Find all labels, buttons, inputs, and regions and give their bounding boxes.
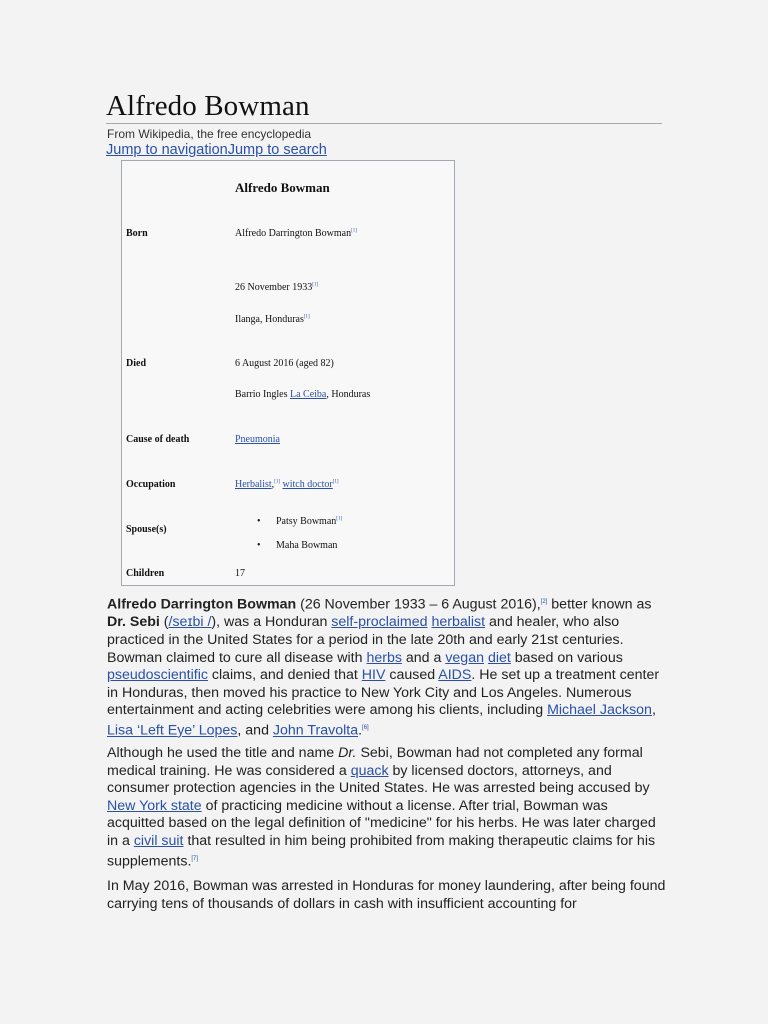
ref-6[interactable]: [6] (362, 724, 369, 731)
occupation-label: Occupation (126, 479, 176, 490)
infobox-title: Alfredo Bowman (235, 180, 330, 195)
diet-link[interactable]: diet (487, 649, 511, 666)
died-place-pre: Barrio Ingles (235, 389, 290, 400)
p1-text-4: ), was a Honduran (211, 614, 332, 631)
paragraph-training (107, 745, 667, 871)
occupation-value (235, 479, 339, 490)
subject-alias: Dr. Sebi (107, 614, 160, 631)
children-value: 17 (235, 568, 245, 579)
born-date-text: 26 November 1933 (235, 282, 313, 293)
died-label: Died (126, 358, 146, 369)
quack-link[interactable]: quack (350, 762, 389, 779)
p1-text-14: , and (237, 722, 273, 739)
born-label: Born (126, 228, 148, 239)
witch-doctor-link[interactable]: witch doctor (282, 479, 333, 490)
lisa-lopes-link[interactable]: Lisa ‘Left Eye’ Lopes (107, 722, 238, 739)
born-place-text: Ilanga, Honduras (235, 314, 304, 325)
occupation-sep: , (271, 479, 275, 490)
born-name (235, 228, 357, 239)
pseudoscientific-link[interactable]: pseudoscientific (107, 667, 208, 684)
spouse-bullet-1: • (257, 516, 261, 527)
died-place-post: , Honduras (326, 389, 371, 400)
p1-text-13: , (651, 702, 656, 719)
jump-to-search-link[interactable]: Jump to search (227, 142, 327, 158)
p1-text-7: and a (401, 649, 446, 666)
jump-to-navigation-link[interactable]: Jump to navigation (106, 142, 228, 158)
p2-italic: Dr. (338, 745, 357, 761)
p1-text-11: caused (385, 667, 439, 684)
spouse-1-text: Patsy Bowman (276, 516, 337, 527)
michael-jackson-link[interactable]: Michael Jackson (547, 702, 652, 719)
spouse-bullet-2: • (257, 540, 261, 551)
jump-links (106, 142, 327, 158)
born-name-ref[interactable]: [1] (351, 228, 357, 234)
paragraph-intro (107, 594, 667, 740)
spouse-2: Maha Bowman (276, 540, 338, 551)
pneumonia-link[interactable]: Pneumonia (235, 434, 280, 445)
cause-of-death-label: Cause of death (126, 434, 190, 445)
p2-text-4: of practicing medicine without a license. After trial, Bowman was acquitted based on the legal definition of "medicine" for his herbs. He was later charged in a (107, 797, 656, 849)
herbalist-link[interactable]: Herbalist (235, 479, 272, 490)
infobox (121, 160, 455, 586)
aids-link[interactable]: AIDS (438, 667, 472, 684)
p1-text-12: . He set up a treatment center in Honduras, then moved his practice to New York City and Los Angeles. Numerous entertainment and acting celebrities were among his clients, including (107, 667, 660, 719)
children-label: Children (126, 568, 165, 579)
p1-text-9: based on various (510, 649, 623, 666)
born-place (235, 314, 310, 325)
john-travolta-link[interactable]: John Travolta (272, 722, 359, 739)
p1-text-1: (26 November 1933 – 6 August 2016), (296, 596, 541, 613)
new-york-state-link[interactable]: New York state (107, 797, 202, 814)
paragraph-arrest (107, 878, 667, 913)
vegan-link[interactable]: vegan (445, 649, 484, 666)
hiv-link[interactable]: HIV (361, 667, 386, 684)
born-place-ref[interactable]: [1] (303, 314, 310, 320)
spouse-1 (276, 516, 342, 527)
cause-of-death-value (235, 434, 280, 445)
p3-text: In May 2016, Bowman was arrested in Honduras for money laundering, after being found carrying tens of thousands of dollars in cash with insufficient accounting for (107, 878, 666, 912)
title-divider (106, 123, 662, 124)
p2-text-1: Although he used the title and name (107, 745, 339, 761)
died-date: 6 August 2016 (aged 82) (235, 358, 334, 369)
p1-text-2: better known as (547, 596, 652, 613)
pronunciation-link[interactable]: /seɪbi / (168, 614, 212, 631)
herbs-link[interactable]: herbs (366, 649, 402, 666)
p1-text-10: claims, and denied that (207, 667, 362, 684)
spouse-1-ref[interactable]: [1] (336, 516, 343, 522)
born-date-ref[interactable]: [1] (312, 282, 319, 288)
ref-7[interactable]: [7] (191, 855, 199, 862)
occupation-ref-1[interactable]: [1] (274, 479, 280, 485)
p2-text-5: that resulted in him being prohibited from making therapeutic claims for his supplements. (107, 832, 656, 870)
p1-text-15: . (358, 722, 363, 739)
spouses-label: Spouse(s) (126, 524, 167, 535)
p1-text-6: and healer, who also practiced in the United States for a period in the late 20th and early 21st centuries. Bowman claimed to cure all disease with (107, 614, 624, 666)
subject-name: Alfredo Darrington Bowman (107, 596, 297, 613)
la-ceiba-link[interactable]: La Ceiba (290, 389, 327, 400)
occupation-ref-2[interactable]: [1] (332, 479, 339, 485)
herbalist-body-link[interactable]: herbalist (431, 614, 486, 631)
p1-text-3: ( (159, 614, 169, 631)
p2-text-3: by licensed doctors, attorneys, and consumer protection agencies in the United States. He was arrested being accused by (107, 762, 650, 797)
born-date (235, 282, 318, 293)
tagline: From Wikipedia, the free encyclopedia (107, 127, 312, 141)
p2-text-2: Sebi, Bowman had not completed any formal medical training. He was considered a (107, 745, 643, 779)
born-name-text: Alfredo Darrington Bowman (235, 228, 352, 239)
ref-2[interactable]: [2] (540, 599, 548, 605)
died-place (235, 389, 370, 400)
self-proclaimed-link[interactable]: self-proclaimed (331, 614, 428, 631)
civil-suit-link[interactable]: civil suit (133, 832, 184, 849)
page-title: Alfredo Bowman (106, 90, 310, 122)
